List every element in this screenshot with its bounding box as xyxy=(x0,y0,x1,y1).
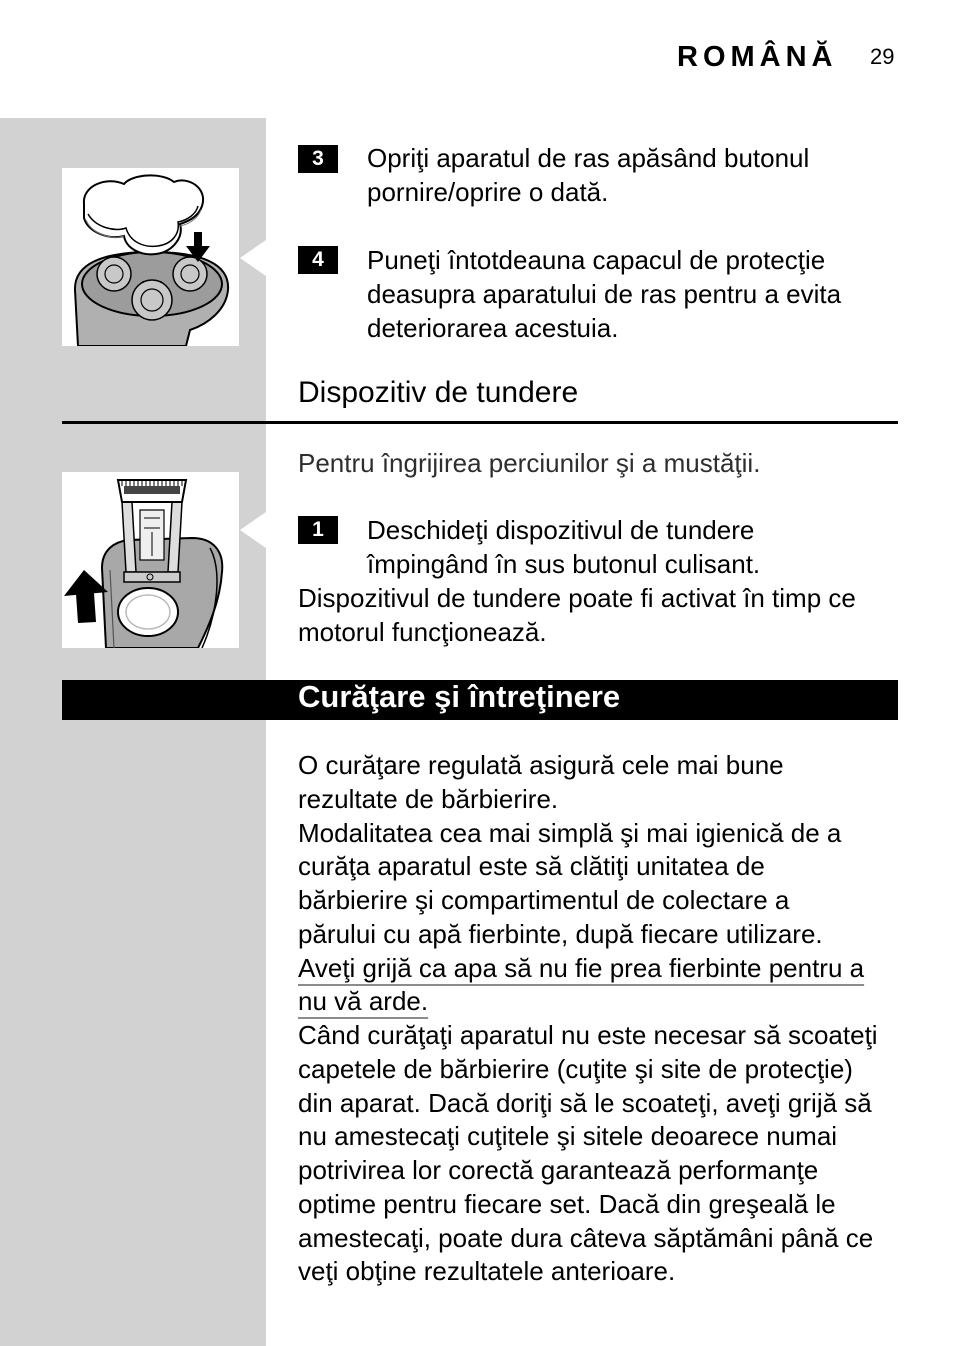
step-text-line: pornire/oprire o dată. xyxy=(367,177,609,207)
paragraph-line: părului cu apă fierbinte, după fiecare utilizare. xyxy=(298,918,823,949)
page-number: 29 xyxy=(870,44,895,69)
step-badge-1: 1 xyxy=(298,516,338,544)
note-line: motorul funcţionează. xyxy=(298,617,547,647)
step-3-text xyxy=(367,141,809,209)
step-text-line: deasupra aparatului de ras pentru a evita xyxy=(367,279,842,309)
warning-line xyxy=(298,952,878,986)
arrow-up-icon xyxy=(64,570,108,623)
step-text-line: Deschideţi dispozitivul de tundere xyxy=(367,515,755,545)
warning-line xyxy=(298,985,878,1019)
step-1-text xyxy=(367,513,760,581)
paragraph-line: curăţa aparatul este să clătiţi unitatea de xyxy=(298,851,765,882)
note-line: Dispozitivul de tundere poate fi activat în timp ce xyxy=(298,583,856,613)
paragraph-line: veţi obţine rezultatele anterioare. xyxy=(298,1256,676,1287)
figure-trimmer-open xyxy=(62,472,239,648)
trimmer-note-text xyxy=(298,581,856,649)
step-text-line: deteriorarea acestuia. xyxy=(367,313,619,343)
paragraph-line: nu amestecaţi cuţitele şi sitele deoarece numai xyxy=(298,1121,838,1152)
paragraph-line: bărbierire şi compartimentul de colectare a xyxy=(298,885,790,915)
figure-pointer xyxy=(240,240,266,276)
intro-line: Pentru îngrijirea perciunilor şi a mustăţii. xyxy=(298,448,761,478)
figure-shaver-protection-cap xyxy=(62,168,239,346)
paragraph-line: rezultate de bărbierire. xyxy=(298,783,559,814)
step-badge-3: 3 xyxy=(298,145,338,173)
step-text-line: Opriţi aparatul de ras apăsând butonul xyxy=(367,143,810,173)
paragraph-line: amestecaţi, poate dura câteva săptămâni până ce xyxy=(298,1222,874,1253)
paragraph-line: potrivirea lor corectă garantează performanţe xyxy=(298,1155,819,1185)
trimmer-intro-text xyxy=(298,446,760,480)
warning-text: Aveţi grijă ca apa să nu fie prea fierbinte pentru a xyxy=(298,952,865,983)
paragraph-line: optime pentru fiecare set. Dacă din greşeală le xyxy=(298,1188,836,1219)
page-language-header: ROMÂNĂ xyxy=(677,41,838,73)
step-text-line: împingând în sus butonul culisant. xyxy=(367,549,761,579)
trimmer-illustration xyxy=(62,472,239,648)
paragraph-line: din aparat. Dacă doriţi să le scoateţi, aveţi grijă să xyxy=(298,1087,872,1118)
paragraph-line: capetele de bărbierire (cuţite şi site de protecţie) xyxy=(298,1053,853,1084)
step-text-line: Puneţi întotdeauna capacul de protecţie xyxy=(367,245,826,275)
warning-text: nu vă arde. xyxy=(298,986,429,1017)
section-heading-trimmer: Dispozitiv de tundere xyxy=(298,376,579,409)
cleaning-paragraph xyxy=(298,749,878,1289)
paragraph-line: O curăţare regulată asigură cele mai bune xyxy=(298,750,784,780)
section-heading-cleaning: Curăţare şi întreţinere xyxy=(298,679,621,714)
step-badge-4: 4 xyxy=(298,246,338,274)
step-4-text xyxy=(367,243,841,345)
figure-pointer xyxy=(240,512,266,548)
paragraph-line: Modalitatea cea mai simplă şi mai igienică de a xyxy=(298,817,842,848)
section-banner-cleaning xyxy=(62,680,898,720)
shaver-cap-illustration xyxy=(62,168,239,346)
section-divider xyxy=(62,421,898,424)
paragraph-line: Când curăţaţi aparatul nu este necesar să scoateţi xyxy=(298,1020,878,1050)
